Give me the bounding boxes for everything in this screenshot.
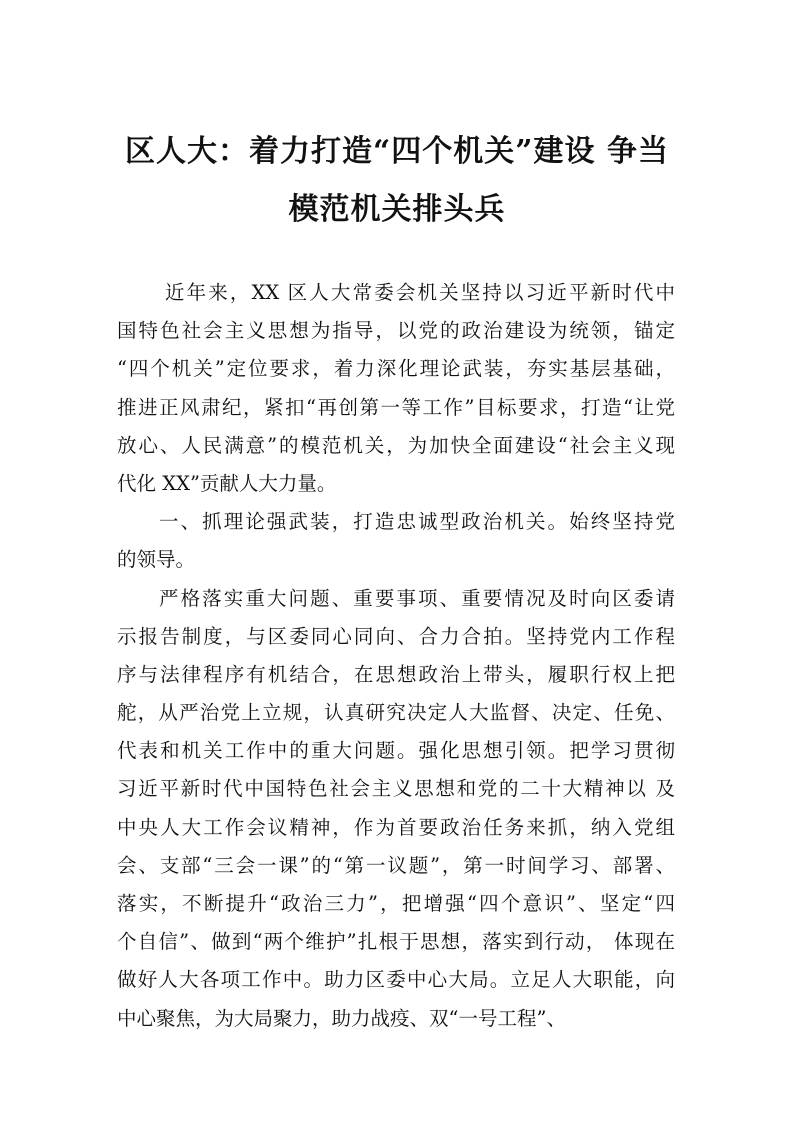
body-line: 习近平新时代中国特色社会主义思想和党的二十大精神以 及 [117, 777, 675, 801]
body-line: 舵，从严治党上立规，认真研究决定人大监督、决定、任免、 [117, 701, 675, 725]
body-line: 的领导。 [117, 548, 196, 572]
body-line: 示报告制度，与区委同心同向、合力合拍。坚持党内工作程 [117, 624, 675, 648]
body-line: 做好人大各项工作中。助力区委中心大局。立足人大职能，向 [117, 968, 675, 992]
body-line: 中央人大工作会议精神，作为首要政治任务来抓，纳入党组 [117, 815, 675, 839]
body-line: 近年来，XX 区人大常委会机关坚持以习近平新时代中 [165, 281, 675, 304]
body-line: 会、支部“三会一课”的“第一议题”，第一时间学习、部署、 [117, 853, 675, 877]
body-line: 严格落实重大问题、重要事项、重要情况及时向区委请 [159, 586, 675, 610]
body-line: 中心聚焦，为大局聚力，助力战疫、双“一号工程”、 [117, 1006, 566, 1030]
body-line: 国特色社会主义思想为指导，以党的政治建设为统领，锚定 [117, 319, 675, 343]
body-line: 代表和机关工作中的重大问题。强化思想引领。把学习贯彻 [117, 739, 675, 763]
document-body [117, 274, 675, 1038]
body-line: 落实，不断提升“政治三力”，把增强“四个意识”、坚定“四 [117, 892, 675, 915]
body-line: 个自信”、做到“两个维护”扎根于思想，落实到行动， 体现在 [117, 930, 675, 954]
body-line: 序与法律程序有机结合，在思想政治上带头，履职行权上把 [117, 662, 675, 686]
document-title-line-2: 模范机关排头兵 [288, 192, 506, 227]
body-line: 代化 XX”贡献人大力量。 [117, 471, 337, 495]
body-line: 放心、人民满意”的模范机关，为加快全面建设“社会主义现 [117, 433, 675, 457]
body-line: 一、抓理论强武装，打造忠诚型政治机关。始终坚持党 [159, 510, 675, 534]
body-line: 推进正风肃纪，紧扣“再创第一等工作”目标要求，打造“让党 [117, 395, 675, 419]
document-title-line-1: 区人大：着力打造“四个机关”建设 争当 [125, 134, 669, 169]
body-line: “四个机关”定位要求，着力深化理论武装，夯实基层基础， [117, 357, 675, 381]
